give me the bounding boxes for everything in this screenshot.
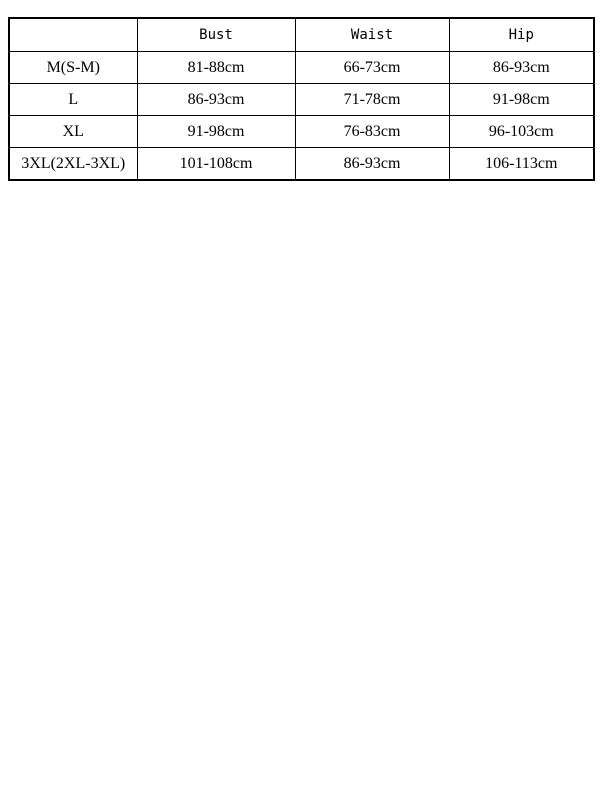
table-header	[9, 18, 594, 52]
cell-hip: 86-93cm	[449, 52, 594, 84]
table-row	[9, 52, 594, 84]
header-bust: Bust	[137, 18, 295, 52]
size-chart-table	[8, 17, 595, 181]
cell-waist: 86-93cm	[295, 148, 449, 181]
cell-size: L	[9, 84, 137, 116]
header-hip: Hip	[449, 18, 594, 52]
cell-bust: 91-98cm	[137, 116, 295, 148]
header-waist: Waist	[295, 18, 449, 52]
cell-bust: 101-108cm	[137, 148, 295, 181]
cell-hip: 106-113cm	[449, 148, 594, 181]
header-row	[9, 18, 594, 52]
table-row	[9, 84, 594, 116]
cell-waist: 76-83cm	[295, 116, 449, 148]
cell-size: XL	[9, 116, 137, 148]
cell-hip: 96-103cm	[449, 116, 594, 148]
cell-bust: 81-88cm	[137, 52, 295, 84]
cell-waist: 66-73cm	[295, 52, 449, 84]
cell-hip: 91-98cm	[449, 84, 594, 116]
cell-waist: 71-78cm	[295, 84, 449, 116]
header-size	[9, 18, 137, 52]
table-body	[9, 52, 594, 181]
table-row	[9, 148, 594, 181]
cell-size: M(S-M)	[9, 52, 137, 84]
cell-bust: 86-93cm	[137, 84, 295, 116]
cell-size: 3XL(2XL-3XL)	[9, 148, 137, 181]
table-row	[9, 116, 594, 148]
